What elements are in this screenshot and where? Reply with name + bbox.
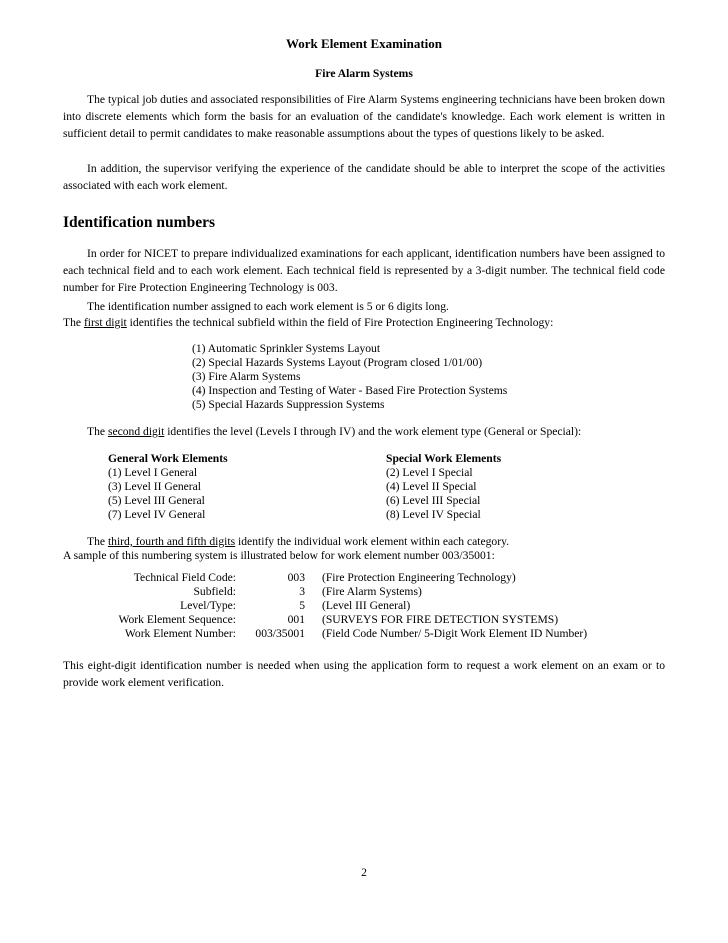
sample-description: (Fire Alarm Systems)	[322, 585, 422, 598]
general-element-item: (3) Level II General	[108, 480, 202, 493]
sample-description: (Field Code Number/ 5-Digit Work Element ID Number)	[322, 627, 588, 640]
closing-paragraph: This eight-digit identification number is needed when using the application form to request a work element on an exam or to provide work element verification.	[63, 659, 665, 690]
sample-intro-line: A sample of this numbering system is illustrated below for work element number 003/35001:	[63, 549, 495, 562]
page-title: Work Element Examination	[285, 36, 442, 51]
general-element-item: (1) Level I General	[108, 466, 198, 479]
sample-value: 001	[287, 613, 305, 626]
sample-label: Subfield:	[193, 585, 236, 598]
sample-label: Work Element Number:	[124, 627, 236, 640]
page-subtitle: Fire Alarm Systems	[315, 67, 413, 80]
subfield-item: (5) Special Hazards Suppression Systems	[192, 398, 385, 411]
intro-paragraph-1: The typical job duties and associated responsibilities of Fire Alarm Systems engineering technicians have been broken down into discrete elements which form the basis for an evaluation of the candidate's knowledge. Each work element is written in sufficient detail to permit candidates to make reasonable assumptions about the types of questions likely to be asked.	[63, 93, 665, 141]
special-element-item: (4) Level II Special	[386, 480, 477, 493]
section-heading: Identification numbers	[63, 214, 215, 231]
first-digit-line: The first digit identifies the technical subfield within the field of Fire Protection Engineering Technology:	[63, 316, 554, 329]
subfield-item: (3) Fire Alarm Systems	[192, 370, 301, 383]
digit-length-line: The identification number assigned to each work element is 5 or 6 digits long.	[87, 300, 449, 313]
second-digit-line: The second digit identifies the level (Levels I through IV) and the work element type (General or Special):	[87, 425, 582, 438]
sample-label: Technical Field Code:	[133, 571, 236, 584]
sample-description: (Fire Protection Engineering Technology)	[322, 571, 516, 584]
identification-paragraph-1: In order for NICET to prepare individualized examinations for each applicant, identification numbers have been assigned to each technical field and to each work element. Each technical field is represented by a 3-digit number. The technical field code number for Fire Protection Engineering Technology is 003.	[63, 247, 665, 295]
sample-label: Level/Type:	[180, 599, 236, 612]
sample-value: 003/35001	[255, 627, 305, 640]
sample-label: Work Element Sequence:	[118, 613, 236, 626]
intro-paragraph-2: In addition, the supervisor verifying the experience of the candidate should be able to interpret the scope of the activities associated with each work element.	[63, 162, 665, 193]
general-element-item: (7) Level IV General	[108, 508, 206, 521]
sample-value: 003	[287, 571, 305, 584]
special-element-item: (2) Level I Special	[386, 466, 473, 479]
sample-value: 5	[299, 599, 305, 612]
special-element-item: (6) Level III Special	[386, 494, 481, 507]
sample-value: 3	[299, 585, 305, 598]
sample-description: (Level III General)	[322, 599, 411, 612]
subfield-item: (1) Automatic Sprinkler Systems Layout	[192, 342, 381, 355]
special-elements-heading: Special Work Elements	[386, 452, 502, 465]
third-digits-line: The third, fourth and fifth digits identify the individual work element within each category.	[87, 535, 510, 548]
special-element-item: (8) Level IV Special	[386, 508, 481, 521]
general-elements-heading: General Work Elements	[108, 452, 228, 465]
page-number: 2	[361, 866, 367, 879]
sample-description: (SURVEYS FOR FIRE DETECTION SYSTEMS)	[322, 613, 559, 626]
subfield-item: (2) Special Hazards Systems Layout (Program closed 1/01/00)	[192, 356, 483, 369]
general-element-item: (5) Level III General	[108, 494, 205, 507]
subfield-item: (4) Inspection and Testing of Water - Based Fire Protection Systems	[192, 384, 508, 397]
